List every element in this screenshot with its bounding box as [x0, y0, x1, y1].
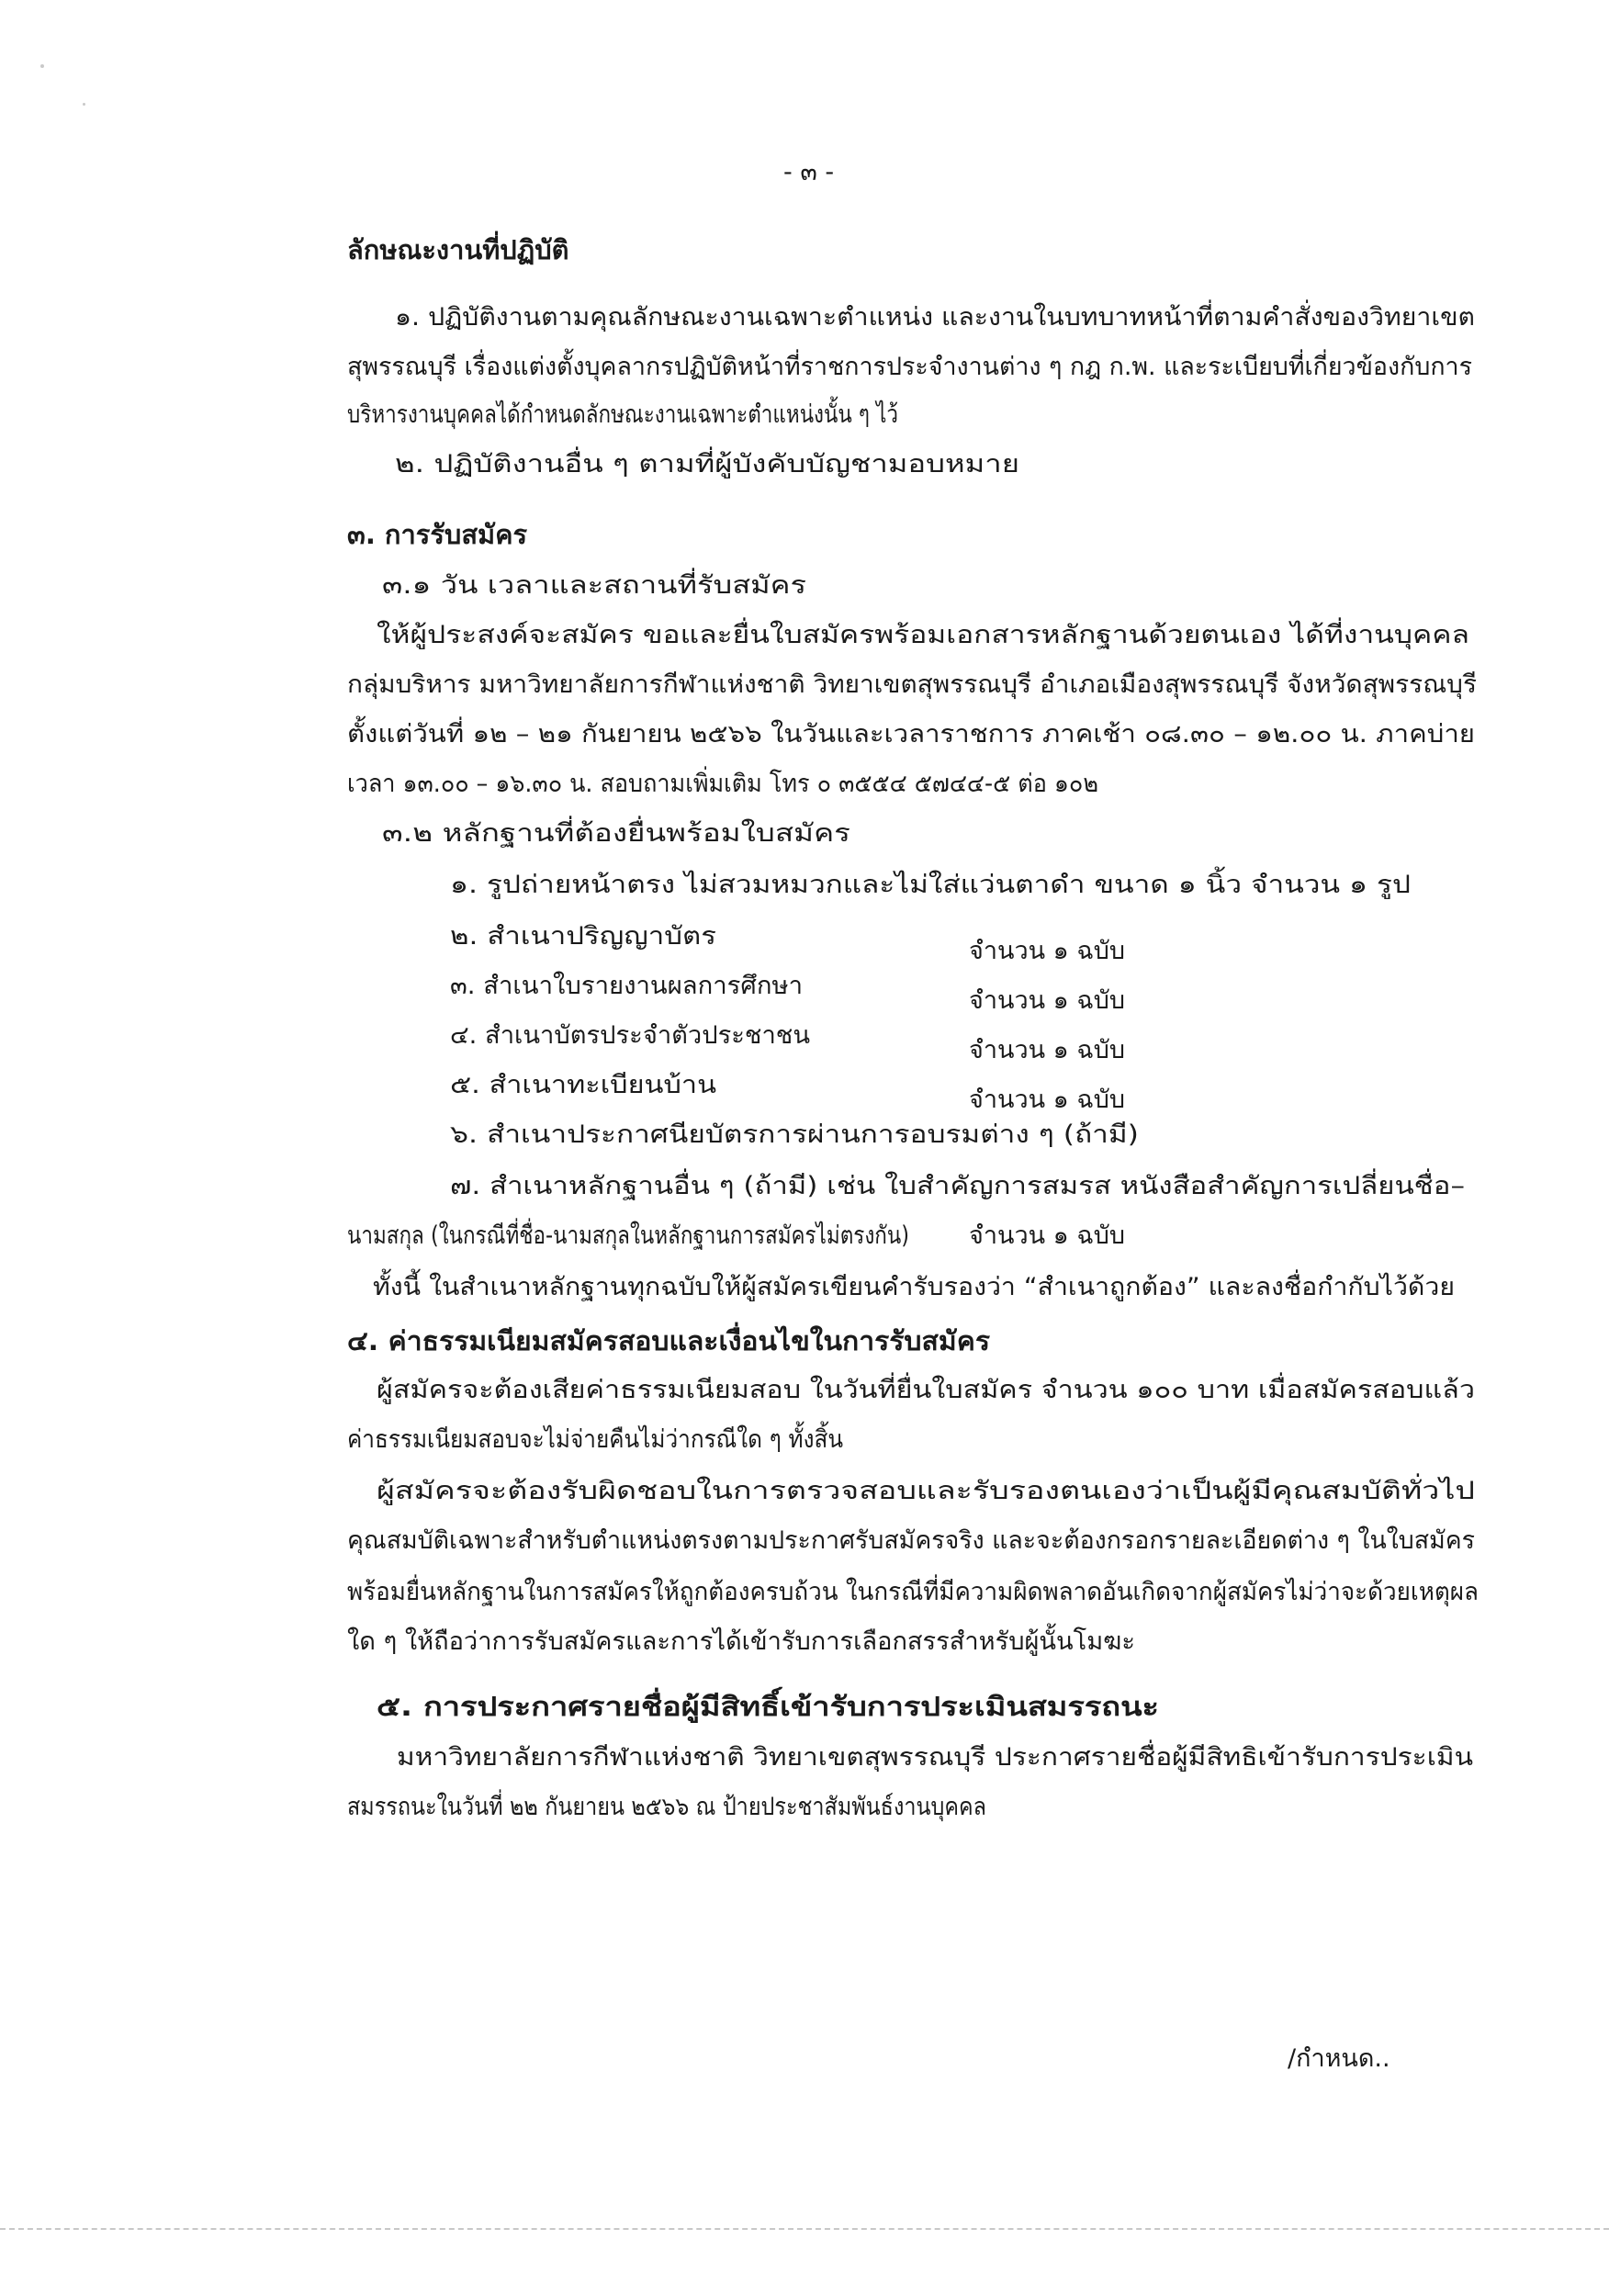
- section4-p2-line1: ผู้สมัครจะต้องรับผิดชอบในการตรวจสอบและรับรองตนเองว่าเป็นผู้มีคุณสมบัติทั่วไป: [377, 1477, 1475, 1505]
- doc-item-5: ๕. สำเนาทะเบียนบ้าน: [450, 1071, 716, 1099]
- doc-item-3-amount: จำนวน ๑ ฉบับ: [969, 986, 1126, 1015]
- doc-item-5-amount: จำนวน ๑ ฉบับ: [969, 1086, 1126, 1114]
- job-item2: ๒. ปฏิบัติงานอื่น ๆ ตามที่ผู้บังคับบัญชามอบหมาย: [395, 450, 1019, 478]
- continuation-marker: /กำหนด..: [1288, 2044, 1390, 2073]
- job-item1-line1: ๑. ปฏิบัติงานตามคุณลักษณะงานเฉพาะตำแหน่ง และงานในบทบาทหน้าที่ตามคำสั่งของวิทยาเขต: [395, 303, 1475, 332]
- job-item1-line3: บริหารงานบุคคลได้กำหนดลักษณะงานเฉพาะตำแหน่งนั้น ๆ ไว้: [347, 400, 898, 429]
- section3-1-line3: ตั้งแต่วันที่ ๑๒ – ๒๑ กันยายน ๒๕๖๖ ในวันและเวลาราชการ ภาคเช้า ๐๘.๓๐ – ๑๒.๐๐ น. ภาคบ่าย: [347, 720, 1475, 748]
- section4-heading: ๔. ค่าธรรมเนียมสมัครสอบและเงื่อนไขในการรับสมัคร: [347, 1325, 990, 1356]
- doc-item-4: ๔. สำเนาบัตรประจำตัวประชาชน: [450, 1021, 810, 1050]
- section3-2-heading: ๓.๒ หลักฐานที่ต้องยื่นพร้อมใบสมัคร: [382, 819, 850, 848]
- page-bottom-rule: [0, 2228, 1609, 2230]
- doc-item-3: ๓. สำเนาใบรายงานผลการศึกษา: [450, 972, 803, 1000]
- section5-line2: สมรรถนะในวันที่ ๒๒ กันยายน ๒๕๖๖ ณ ป้ายประชาสัมพันธ์งานบุคคล: [347, 1793, 986, 1821]
- doc-item-2-amount: จำนวน ๑ ฉบับ: [969, 937, 1126, 965]
- section5-heading: ๕. การประกาศรายชื่อผู้มีสิทธิ์เข้ารับการประเมินสมรรถนะ: [377, 1691, 1159, 1722]
- section3-1-line4: เวลา ๑๓.๐๐ – ๑๖.๓๐ น. สอบถามเพิ่มเติม โทร ๐ ๓๕๕๔ ๕๗๔๔-๕ ต่อ ๑๐๒: [347, 770, 1098, 798]
- doc-item-7-continued: นามสกุล (ในกรณีที่ชื่อ-นามสกุลในหลักฐานการสมัครไม่ตรงกัน): [347, 1221, 909, 1250]
- section4-p1-line1: ผู้สมัครจะต้องเสียค่าธรรมเนียมสอบ ในวันที่ยื่นใบสมัคร จำนวน ๑๐๐ บาท เมื่อสมัครสอบแล้ว: [377, 1376, 1475, 1404]
- job-item1-line2: สุพรรณบุรี เรื่องแต่งตั้งบุคลากรปฏิบัติหน้าที่ราชการประจำงานต่าง ๆ กฎ ก.พ. และระเบียบที่เกี่ยวข้องกับการ: [347, 353, 1472, 381]
- job-heading: ลักษณะงานที่ปฏิบัติ: [347, 234, 569, 265]
- section4-p1-line2: ค่าธรรมเนียมสอบจะไม่จ่ายคืนไม่ว่ากรณีใด ๆ ทั้งสิ้น: [347, 1425, 843, 1454]
- certify-note: ทั้งนี้ ในสำเนาหลักฐานทุกฉบับให้ผู้สมัครเขียนคำรับรองว่า “สำเนาถูกต้อง” และลงชื่อกำกับไว้ด้วย: [373, 1273, 1455, 1301]
- doc-item-2: ๒. สำเนาปริญญาบัตร: [450, 922, 716, 951]
- doc-item-7: ๗. สำเนาหลักฐานอื่น ๆ (ถ้ามี) เช่น ใบสำคัญการสมรส หนังสือสำคัญการเปลี่ยนชื่อ–: [450, 1172, 1465, 1200]
- section4-p2-line3: พร้อมยื่นหลักฐานในการสมัครให้ถูกต้องครบถ้วน ในกรณีที่มีความผิดพลาดอันเกิดจากผู้สมัครไม่ว่าจะด้วยเหตุผล: [347, 1578, 1479, 1606]
- page-number: - ๓ -: [783, 158, 835, 186]
- doc-item-7-amount: จำนวน ๑ ฉบับ: [969, 1221, 1126, 1250]
- section3-heading: ๓. การรับสมัคร: [347, 519, 528, 550]
- section3-1-heading: ๓.๑ วัน เวลาและสถานที่รับสมัคร: [382, 571, 806, 600]
- doc-item-1: ๑. รูปถ่ายหน้าตรง ไม่สวมหมวกและไม่ใส่แว่นตาดำ ขนาด ๑ นิ้ว จำนวน ๑ รูป: [450, 871, 1411, 899]
- section3-1-line2: กลุ่มบริหาร มหาวิทยาลัยการกีฬาแห่งชาติ วิทยาเขตสุพรรณบุรี อำเภอเมืองสุพรรณบุรี จังหวัดสุพรรณบุรี: [347, 670, 1477, 699]
- doc-item-4-amount: จำนวน ๑ ฉบับ: [969, 1036, 1126, 1064]
- section4-p2-line4: ใด ๆ ให้ถือว่าการรับสมัครและการได้เข้ารับการเลือกสรรสำหรับผู้นั้นโมฆะ: [347, 1627, 1135, 1656]
- doc-item-6: ๖. สำเนาประกาศนียบัตรการผ่านการอบรมต่าง ๆ (ถ้ามี): [450, 1120, 1139, 1149]
- section4-p2-line2: คุณสมบัติเฉพาะสำหรับตำแหน่งตรงตามประกาศรับสมัครจริง และจะต้องกรอกรายละเอียดต่าง ๆ ในใบสมัคร: [347, 1526, 1475, 1555]
- section3-1-line1: ให้ผู้ประสงค์จะสมัคร ขอและยื่นใบสมัครพร้อมเอกสารหลักฐานด้วยตนเอง ได้ที่งานบุคคล: [377, 621, 1469, 649]
- section5-line1: มหาวิทยาลัยการกีฬาแห่งชาติ วิทยาเขตสุพรรณบุรี ประกาศรายชื่อผู้มีสิทธิเข้ารับการประเมิน: [397, 1743, 1473, 1772]
